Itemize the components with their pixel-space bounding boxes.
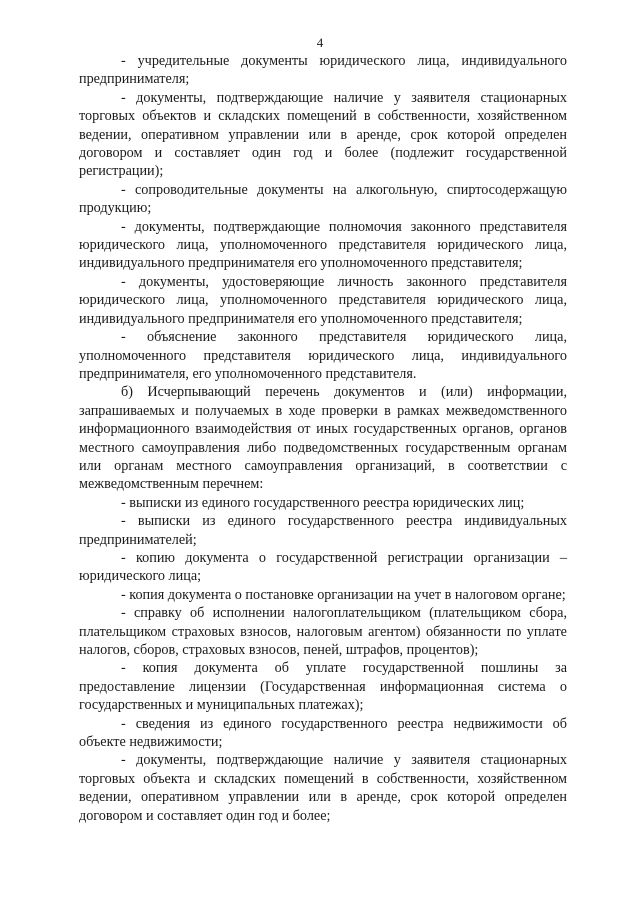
list-item-founding-documents: - учредительные документы юридического лица, индивидуального предпринимателя; bbox=[79, 53, 567, 88]
list-item-premises-confirmation: - документы, подтверждающие наличие у заявителя стационарных торговых объекта и складских помещений в собственности, хозяйственном ведении, оперативном управлении или в аренде, срок которой определен договором и составляет один год и более; bbox=[79, 752, 567, 824]
list-item-explanation: - объяснение законного представителя юридического лица, уполномоченного представителя юридического лица, индивидуального предпринимателя, его уполномоченного представителя. bbox=[79, 329, 567, 382]
document-body bbox=[79, 52, 567, 825]
list-item-real-estate-register: - сведения из единого государственного реестра недвижимости об объекте недвижимости; bbox=[79, 715, 567, 751]
section-b-paragraph: б) Исчерпывающий перечень документов и (или) информации, запрашиваемых и получаемых в ходе проверки в рамках межведомственного информационного взаимодействия от иных государственных органов, органов местного самоуправления либо подведомственных государственным органам или органам местного самоуправления организаций, в соответствии с межведомственным перечнем: bbox=[79, 384, 567, 493]
list-item-authority-documents: - документы, подтверждающие полномочия законного представителя юридического лица, уполномоченного представителя юридического лица, индивидуального предпринимателя его уполномоченного представителя; bbox=[79, 218, 567, 272]
list-item-state-duty-payment: - копия документа об уплате государственной пошлины за предоставление лицензии (Государственная информационная система о государственных и муниципальных платежах); bbox=[79, 660, 567, 714]
list-item-entrepreneur-register: - выписки из единого государственного реестра индивидуальных предпринимателей; bbox=[79, 513, 567, 548]
list-item-tax-certificate: - справку об исполнении налогоплательщиком (плательщиком сбора, плательщиком страховых взносов, налоговым агентом) обязанности по уплате налогов, сборов, страховых взносов, пеней, штрафов, процентов); bbox=[79, 605, 567, 658]
list-item-accompanying-documents: - сопроводительные документы на алкогольную, спиртосодержащую продукцию; bbox=[79, 181, 567, 217]
page-number: 4 bbox=[316, 35, 324, 50]
list-item-premises-documents: - документы, подтверждающие наличие у заявителя стационарных торговых объектов и складских помещений в собственности, хозяйственном ведении, оперативном управлении или в аренде, срок которой определен договором и составляет один год и более (подлежит государственной регистрации); bbox=[79, 89, 567, 180]
list-item-legal-entity-register: - выписки из единого государственного реестра юридических лиц; bbox=[121, 494, 525, 511]
list-item-identity-documents: - документы, удостоверяющие личность законного представителя юридического лица, уполномоченного представителя юридического лица, индивидуального предпринимателя его уполномоченного представителя; bbox=[79, 273, 567, 327]
list-item-tax-registration-copy: - копия документа о постановке организации на учет в налоговом органе; bbox=[121, 586, 566, 603]
list-item-registration-copy: - копию документа о государственной регистрации организации – юридического лица; bbox=[79, 549, 567, 585]
